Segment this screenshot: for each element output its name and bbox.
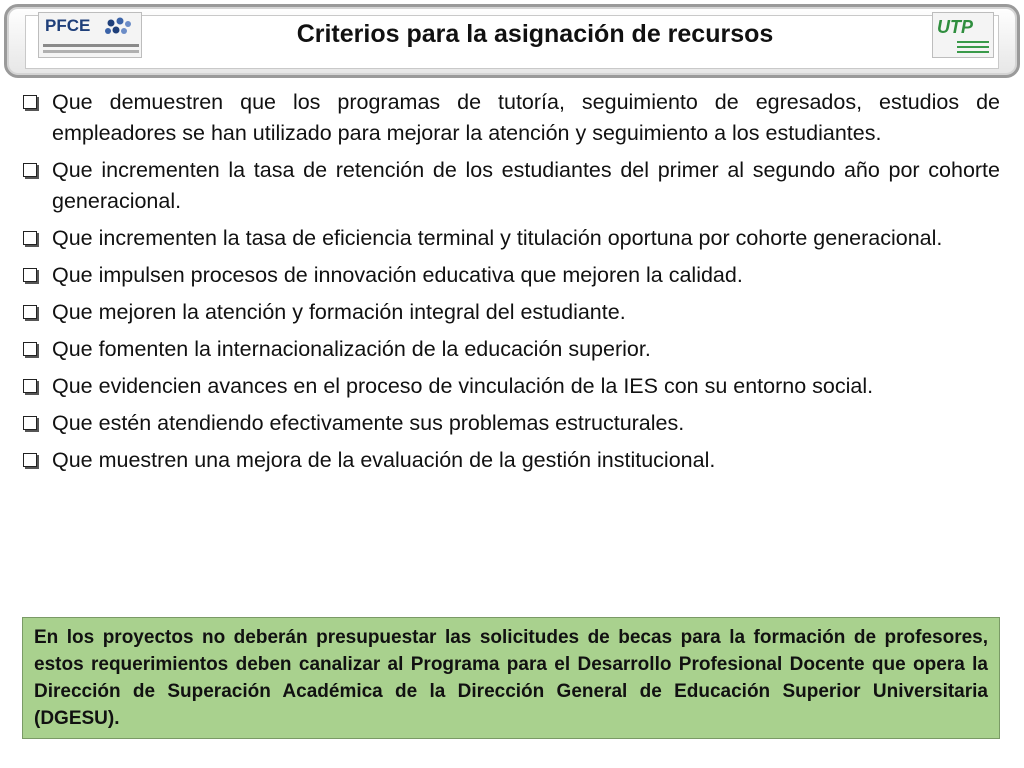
note-text: En los proyectos no deberán presupuestar las solicitudes de becas para la formación de profesores, estos requerimientos deben canalizar al Programa para el Desarrollo Profesional Docente que opera la Dirección de Superación Académica de la Dirección General de Educación Superior Universitaria (DGESU). [34,627,988,729]
checkbox-bullet-icon [23,268,37,282]
checkbox-bullet-icon [23,305,37,319]
list-item-text: Que mejoren la atención y formación integral del estudiante. [52,300,626,324]
checkbox-bullet-icon [23,95,37,109]
list-item-text: Que demuestren que los programas de tutoría, seguimiento de egresados, estudios de empleadores se han utilizado para mejorar la atención y seguimiento a los estudiantes. [52,90,1000,145]
utp-logo-text: UTP [937,17,973,37]
checkbox-bullet-icon [23,416,37,430]
pfce-logo-subtitle-2 [43,50,139,53]
checkbox-bullet-icon [23,379,37,393]
utp-logo [932,12,994,58]
list-item [22,334,1000,365]
checkbox-bullet-icon [23,231,37,245]
list-item-text: Que estén atendiendo efectivamente sus problemas estructurales. [52,411,685,435]
pfce-people-icon [103,17,133,39]
note-box [22,617,1000,739]
list-item-text: Que impulsen procesos de innovación educativa que mejoren la calidad. [52,263,743,287]
list-item [22,260,1000,291]
page-title: Criterios para la asignación de recursos [296,20,774,48]
checkbox-bullet-icon [23,453,37,467]
list-item [22,155,1000,217]
list-item [22,297,1000,328]
list-item-text: Que muestren una mejora de la evaluación de la gestión institucional. [52,448,716,472]
checkbox-bullet-icon [23,342,37,356]
list-item-text: Que fomenten la internacionalización de la educación superior. [52,337,651,361]
list-item [22,223,1000,254]
list-item [22,445,1000,476]
list-item [22,371,1000,402]
utp-logo-lines [957,41,989,56]
criteria-list [22,87,1000,482]
pfce-logo [38,12,142,58]
list-item-text: Que incrementen la tasa de eficiencia terminal y titulación oportuna por cohorte generacional. [52,226,943,250]
list-item [22,408,1000,439]
pfce-logo-subtitle [43,44,139,47]
list-item [22,87,1000,149]
pfce-logo-text: PFCE [45,16,91,35]
checkbox-bullet-icon [23,163,37,177]
list-item-text: Que incrementen la tasa de retención de los estudiantes del primer al segundo año por cohorte generacional. [52,158,1000,213]
list-item-text: Que evidencien avances en el proceso de vinculación de la IES con su entorno social. [52,374,874,398]
